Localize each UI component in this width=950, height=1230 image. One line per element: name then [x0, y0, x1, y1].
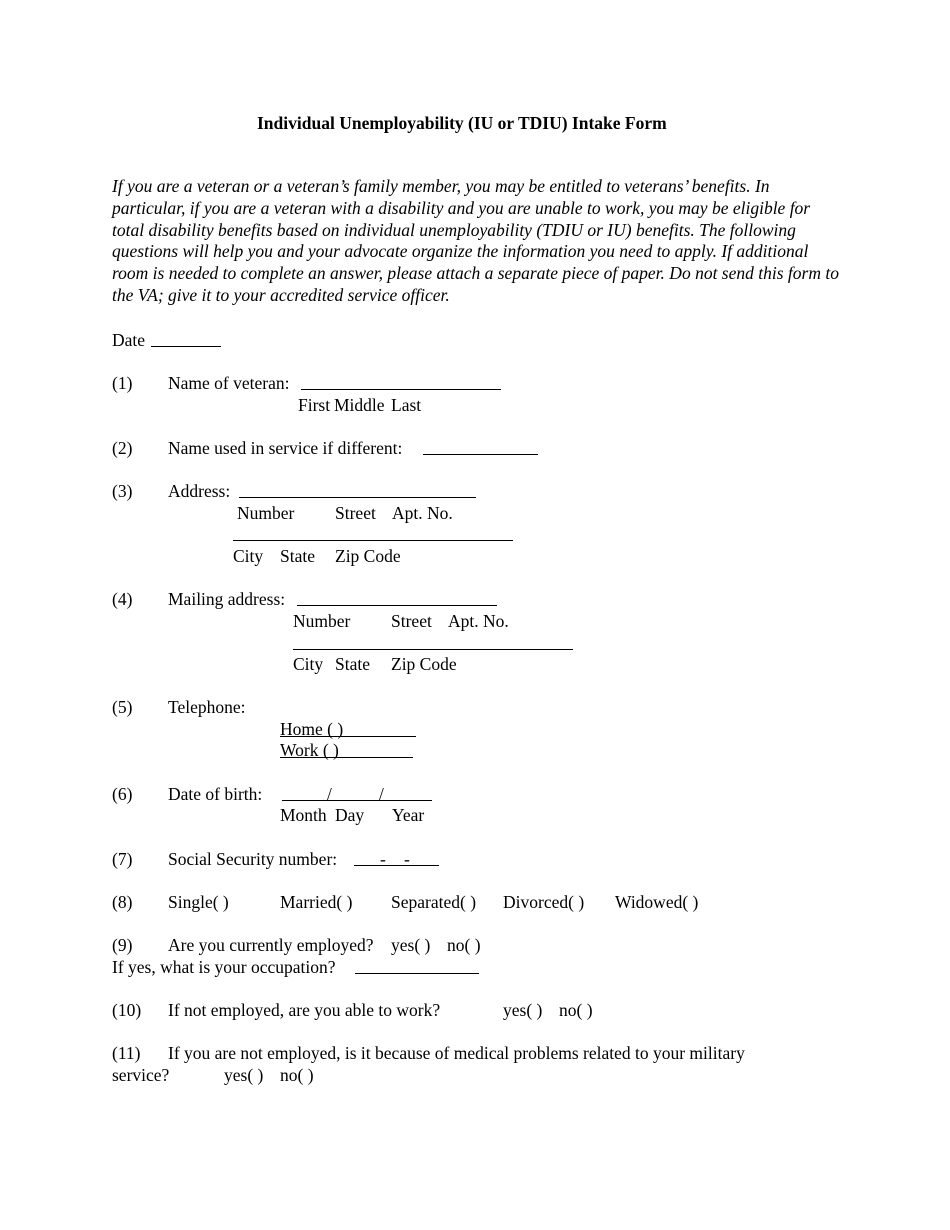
q10-label: If not employed, are you able to work?	[168, 1000, 441, 1020]
q11-no-option[interactable]: no( )	[280, 1065, 314, 1085]
q1-last-caption: Last	[391, 395, 422, 415]
birth-date-sep-2: /	[379, 784, 384, 804]
address-line1-field[interactable]	[239, 497, 476, 498]
q4-label: Mailing address:	[168, 589, 286, 609]
q3-number-caption: Number	[237, 503, 295, 523]
widowed-option[interactable]: Widowed( )	[615, 892, 699, 912]
q2-number: (2)	[112, 438, 133, 458]
q9-no-option[interactable]: no( )	[447, 935, 481, 955]
date-field[interactable]	[151, 346, 221, 347]
q5-label: Telephone:	[168, 697, 246, 717]
q7-number: (7)	[112, 849, 133, 869]
q11-yes-option[interactable]: yes( )	[224, 1065, 264, 1085]
service-name-field[interactable]	[423, 454, 538, 455]
q7-label: Social Security number:	[168, 849, 338, 869]
q3-street-caption: Street	[335, 503, 376, 523]
address-line2-field[interactable]	[233, 540, 513, 541]
ssn-dash-2: -	[404, 849, 410, 869]
q3-state-caption: State	[280, 546, 315, 566]
mailing-line2-field[interactable]	[293, 649, 573, 650]
q9-label: Are you currently employed?	[168, 935, 374, 955]
occupation-field[interactable]	[355, 973, 479, 974]
form-title: Individual Unemployability (IU or TDIU) Intake Form	[257, 113, 667, 133]
q3-label: Address:	[168, 481, 231, 501]
q11-number: (11)	[112, 1043, 141, 1063]
married-option[interactable]: Married( )	[280, 892, 353, 912]
date-label: Date	[112, 330, 146, 350]
q6-day-caption: Day	[335, 805, 365, 825]
q9-number: (9)	[112, 935, 133, 955]
veteran-name-field[interactable]	[301, 389, 501, 390]
q1-middle-caption: Middle	[334, 395, 385, 415]
q9-followup-label: If yes, what is your occupation?	[112, 957, 336, 977]
q6-label: Date of birth:	[168, 784, 263, 804]
q10-yes-option[interactable]: yes( )	[503, 1000, 543, 1020]
intro-paragraph: If you are a veteran or a veteran’s family member, you may be entitled to veterans’ benefits. In particular, if you are a veteran with a disability and you are unable to work, you may be eligible for total disability benefits based on individual unemployability (TDIU or IU) benefits. The following questions will help you and your advocate organize the information you need to apply. If additional room is needed to complete an answer, please attach a separate piece of paper. Do not send this form to the VA; give it to your accredited service officer.	[112, 176, 839, 305]
single-option[interactable]: Single( )	[168, 892, 229, 912]
separated-option[interactable]: Separated( )	[391, 892, 477, 912]
mailing-line1-field[interactable]	[297, 605, 497, 606]
q6-month-caption: Month	[280, 805, 327, 825]
q1-label: Name of veteran:	[168, 373, 290, 393]
q4-state-caption: State	[335, 654, 370, 674]
q4-city-caption: City	[293, 654, 324, 674]
q9-yes-option[interactable]: yes( )	[391, 935, 431, 955]
birth-date-field[interactable]	[282, 800, 432, 801]
q3-apt-caption: Apt. No.	[392, 503, 453, 523]
q8-number: (8)	[112, 892, 133, 912]
work-phone-field[interactable]	[280, 757, 413, 758]
q4-number: (4)	[112, 589, 133, 609]
q1-first-caption: First	[298, 395, 331, 415]
q4-number-caption: Number	[293, 611, 351, 631]
q10-no-option[interactable]: no( )	[559, 1000, 593, 1020]
q11-label: If you are not employed, is it because of medical problems related to your military	[168, 1043, 745, 1063]
q10-number: (10)	[112, 1000, 142, 1020]
birth-date-sep-1: /	[327, 784, 332, 804]
q5-number: (5)	[112, 697, 133, 717]
q6-year-caption: Year	[392, 805, 425, 825]
ssn-dash-1: -	[380, 849, 386, 869]
q4-street-caption: Street	[391, 611, 432, 631]
q3-zip-caption: Zip Code	[335, 546, 401, 566]
q4-apt-caption: Apt. No.	[448, 611, 509, 631]
q2-label: Name used in service if different:	[168, 438, 403, 458]
q3-city-caption: City	[233, 546, 264, 566]
q4-zip-caption: Zip Code	[391, 654, 457, 674]
q11-label-continued: service?	[112, 1065, 170, 1085]
q6-number: (6)	[112, 784, 133, 804]
q3-number: (3)	[112, 481, 133, 501]
ssn-field[interactable]	[354, 865, 439, 866]
divorced-option[interactable]: Divorced( )	[503, 892, 585, 912]
home-phone-label: Home ( )	[280, 719, 344, 739]
work-phone-label: Work ( )	[280, 740, 339, 760]
q1-number: (1)	[112, 373, 133, 393]
home-phone-field[interactable]	[280, 736, 416, 737]
